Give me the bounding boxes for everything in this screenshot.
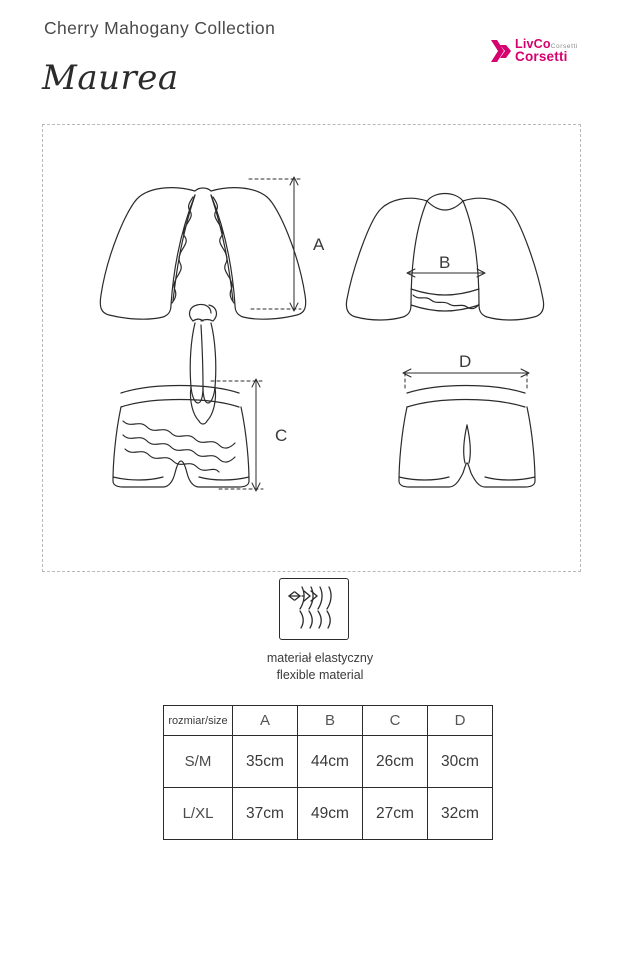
- row-size: S/M: [164, 736, 233, 788]
- dimension-a: [249, 177, 301, 311]
- row-c: 26cm: [363, 736, 428, 788]
- dimension-c: [211, 379, 263, 491]
- logo-mark-icon: [488, 37, 514, 65]
- header-a: A: [233, 706, 298, 736]
- elastic-wave-glyph: [280, 579, 348, 639]
- logo-brand-top: LivCo: [515, 37, 551, 51]
- size-table: [163, 705, 493, 840]
- table-row: [164, 788, 493, 840]
- row-a: 37cm: [233, 788, 298, 840]
- logo-text: [515, 38, 578, 64]
- collection-title: Cherry Mahogany Collection: [44, 18, 276, 38]
- row-c: 27cm: [363, 788, 428, 840]
- header-c: C: [363, 706, 428, 736]
- table-row: [164, 736, 493, 788]
- elastic-material-caption: [0, 650, 640, 684]
- header-b: B: [298, 706, 363, 736]
- garment-illustrations: [43, 125, 582, 573]
- elastic-caption-pl: materiał elastyczny: [266, 651, 374, 665]
- label-a: A: [313, 235, 325, 254]
- label-b: B: [439, 253, 451, 272]
- logo-brand-top-sub: Corsetti: [550, 43, 578, 50]
- elastic-caption-en: flexible material: [276, 667, 364, 682]
- label-d: D: [459, 352, 472, 371]
- header-d: D: [428, 706, 493, 736]
- shorts-back-view: [399, 386, 535, 488]
- top-front-view: [100, 188, 305, 424]
- shorts-front-view: [113, 386, 249, 488]
- header-size: rozmiar/size: [164, 706, 233, 736]
- logo-brand-bottom: Corsetti: [515, 49, 568, 65]
- row-d: 32cm: [428, 788, 493, 840]
- page-title: Maurea: [42, 58, 179, 98]
- label-c: C: [275, 426, 288, 445]
- row-b: 49cm: [298, 788, 363, 840]
- row-d: 30cm: [428, 736, 493, 788]
- row-size: L/XL: [164, 788, 233, 840]
- illustration-panel: [42, 124, 581, 572]
- elastic-material-icon: [279, 578, 349, 640]
- row-b: 44cm: [298, 736, 363, 788]
- table-header-row: [164, 706, 493, 736]
- brand-logo: [488, 36, 598, 70]
- row-a: 35cm: [233, 736, 298, 788]
